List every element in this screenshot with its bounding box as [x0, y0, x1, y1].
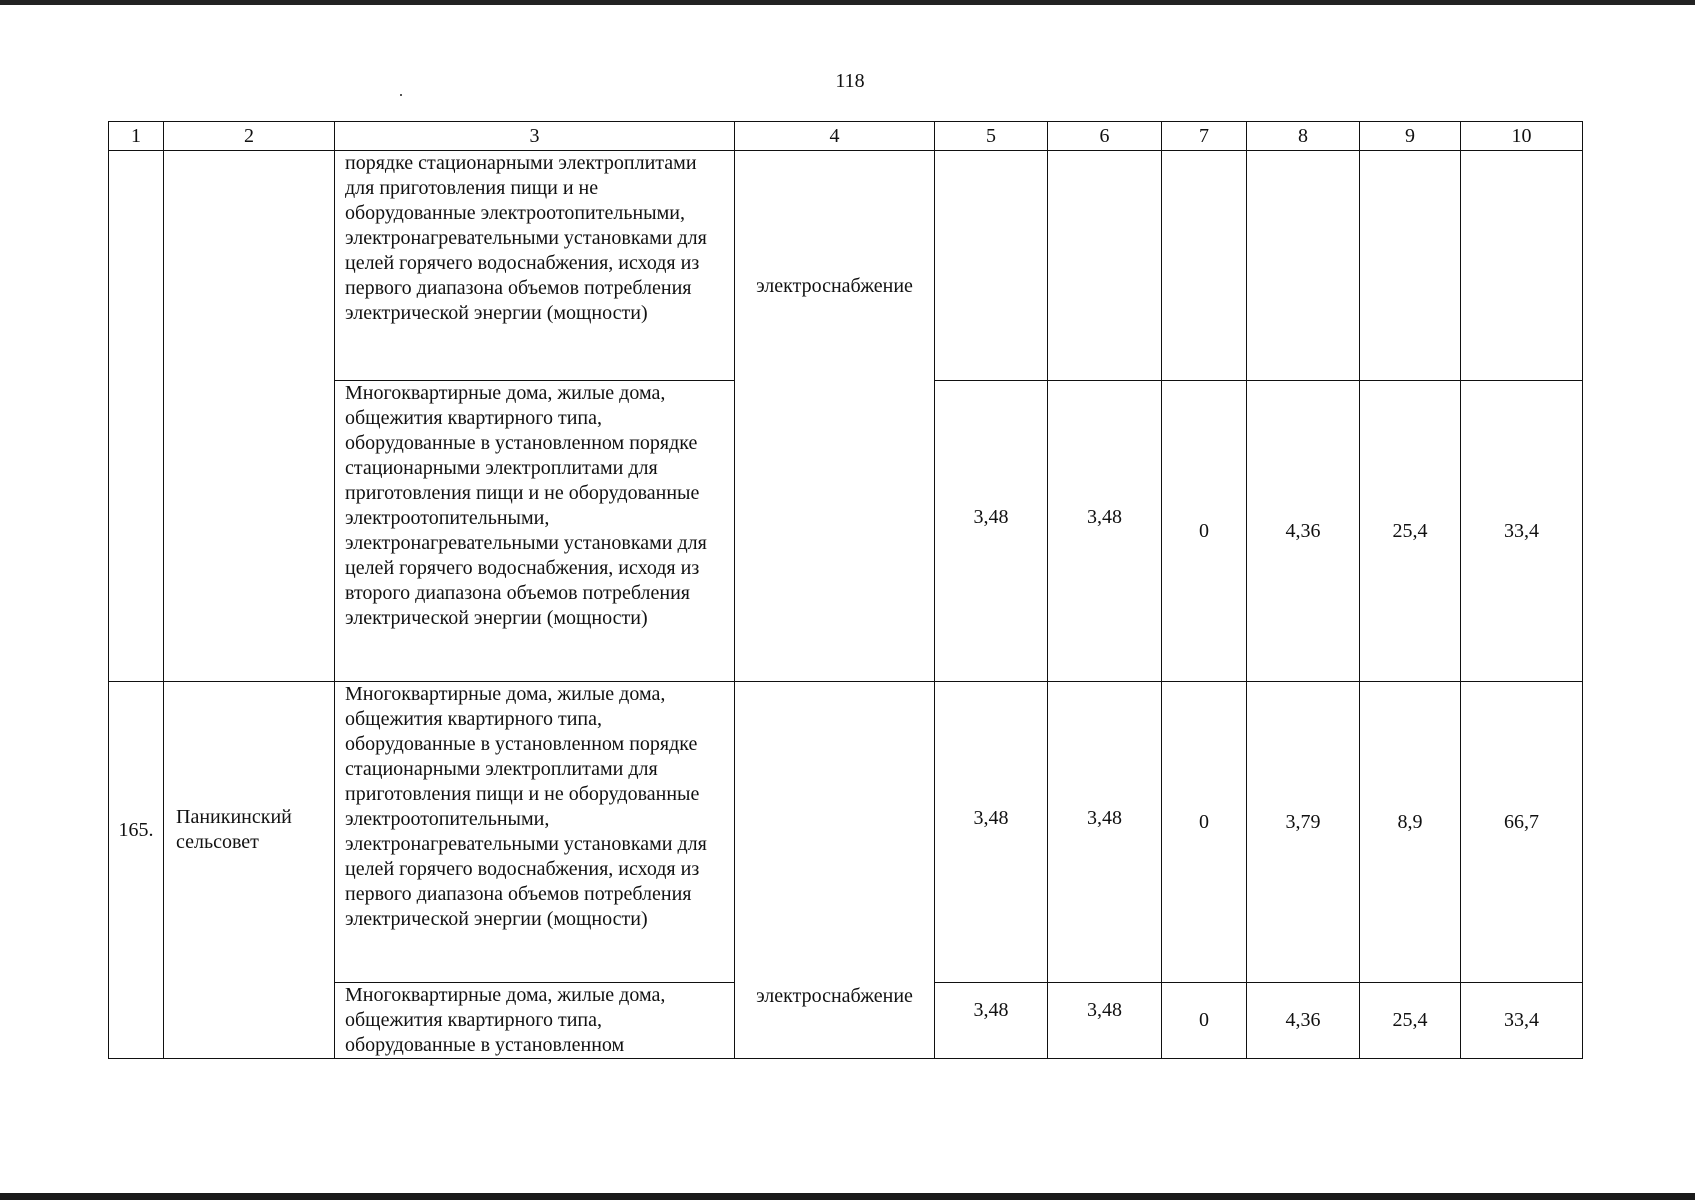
value-text: 25,4: [1392, 1009, 1428, 1031]
value-cell: [935, 983, 1048, 1059]
value-text: 25,4: [1392, 519, 1428, 542]
value-cell: [1360, 682, 1461, 983]
column-header: 3: [335, 122, 735, 151]
value-cell: [1461, 381, 1583, 682]
value-cell: [1162, 381, 1247, 682]
column-header: 8: [1247, 122, 1360, 151]
page-number: 118: [835, 70, 865, 92]
column-header: 7: [1162, 122, 1247, 151]
value-cell: [935, 151, 1048, 381]
scan-edge-bottom: [0, 1193, 1695, 1200]
value-text: 0: [1199, 519, 1209, 542]
description-cell: Многоквартирные дома, жилые дома, общежития квартирного типа, оборудованные в установленном порядке стационарными электроплитами для приготовления пищи и не оборудованные электроотопительными, электронагревательными установками для целей горячего водоснабжения, исходя из второго диапазона объемов потребления электрической энергии (мощности): [335, 381, 735, 682]
value-cell: [1461, 983, 1583, 1059]
value-text: 3,48: [973, 806, 1009, 829]
value-cell: [1048, 983, 1162, 1059]
value-cell: [1048, 381, 1162, 682]
value-text: 4,36: [1285, 519, 1321, 542]
column-header: 9: [1360, 122, 1461, 151]
value-cell: [1461, 151, 1583, 381]
row-number-cell: [109, 151, 164, 682]
value-cell: [1247, 682, 1360, 983]
tariff-table: [108, 121, 1583, 1059]
description-cell: Многоквартирные дома, жилые дома, общежития квартирного типа, оборудованные в установленном порядке стационарными электроплитами для приготовления пищи и не оборудованные электроотопительными, электронагревательными установками для целей горячего водоснабжения, исходя из первого диапазона объемов потребления электрической энергии (мощности): [335, 682, 735, 983]
value-cell: [935, 682, 1048, 983]
value-text: 66,7: [1504, 810, 1539, 833]
table-header-row: [109, 122, 1583, 151]
area-name: Паникинский сельсовет: [176, 806, 292, 853]
value-cell: [1247, 381, 1360, 682]
service-label: электроснабжение: [756, 274, 913, 297]
value-cell: [1247, 151, 1360, 381]
scan-dot: [400, 94, 402, 96]
value-text: 0: [1199, 1009, 1209, 1031]
value-cell: [1048, 151, 1162, 381]
value-cell: [1162, 151, 1247, 381]
value-cell: [1360, 151, 1461, 381]
value-cell: [1360, 381, 1461, 682]
value-text: 33,4: [1504, 1009, 1539, 1031]
description-cell: порядке стационарными электроплитами для приготовления пищи и не оборудованные электроотопительными, электронагревательными установками для целей горячего водоснабжения, исходя из первого диапазона объемов потребления электрической энергии (мощности): [335, 151, 735, 381]
value-text: 4,36: [1285, 1009, 1321, 1031]
value-text: 33,4: [1504, 519, 1539, 542]
table-row: [109, 151, 1583, 381]
area-cell: [164, 682, 335, 1059]
column-header: 1: [109, 122, 164, 151]
column-header: 10: [1461, 122, 1583, 151]
value-text: 3,79: [1285, 810, 1321, 833]
column-header: 6: [1048, 122, 1162, 151]
value-cell: [1247, 983, 1360, 1059]
scan-edge-top: [0, 0, 1695, 5]
table-row: [109, 682, 1583, 983]
column-header: 2: [164, 122, 335, 151]
service-cell: [735, 151, 935, 682]
value-text: 8,9: [1397, 810, 1423, 833]
value-text: 3,48: [973, 999, 1009, 1021]
area-cell: [164, 151, 335, 682]
column-header: 5: [935, 122, 1048, 151]
column-header: 4: [735, 122, 935, 151]
value-cell: [935, 381, 1048, 682]
value-text: 3,48: [1087, 999, 1122, 1021]
service-cell: [735, 682, 935, 1059]
value-cell: [1162, 682, 1247, 983]
value-text: 3,48: [1087, 806, 1122, 829]
row-number: 165.: [118, 818, 154, 841]
value-text: 3,48: [1087, 505, 1122, 528]
value-text: 3,48: [973, 505, 1009, 528]
value-cell: [1360, 983, 1461, 1059]
value-text: 0: [1199, 810, 1209, 833]
value-cell: [1048, 682, 1162, 983]
description-cell: Многоквартирные дома, жилые дома, общежития квартирного типа, оборудованные в установленном: [335, 983, 735, 1059]
row-number-cell: [109, 682, 164, 1059]
value-cell: [1162, 983, 1247, 1059]
value-cell: [1461, 682, 1583, 983]
service-label: электроснабжение: [756, 984, 913, 1007]
